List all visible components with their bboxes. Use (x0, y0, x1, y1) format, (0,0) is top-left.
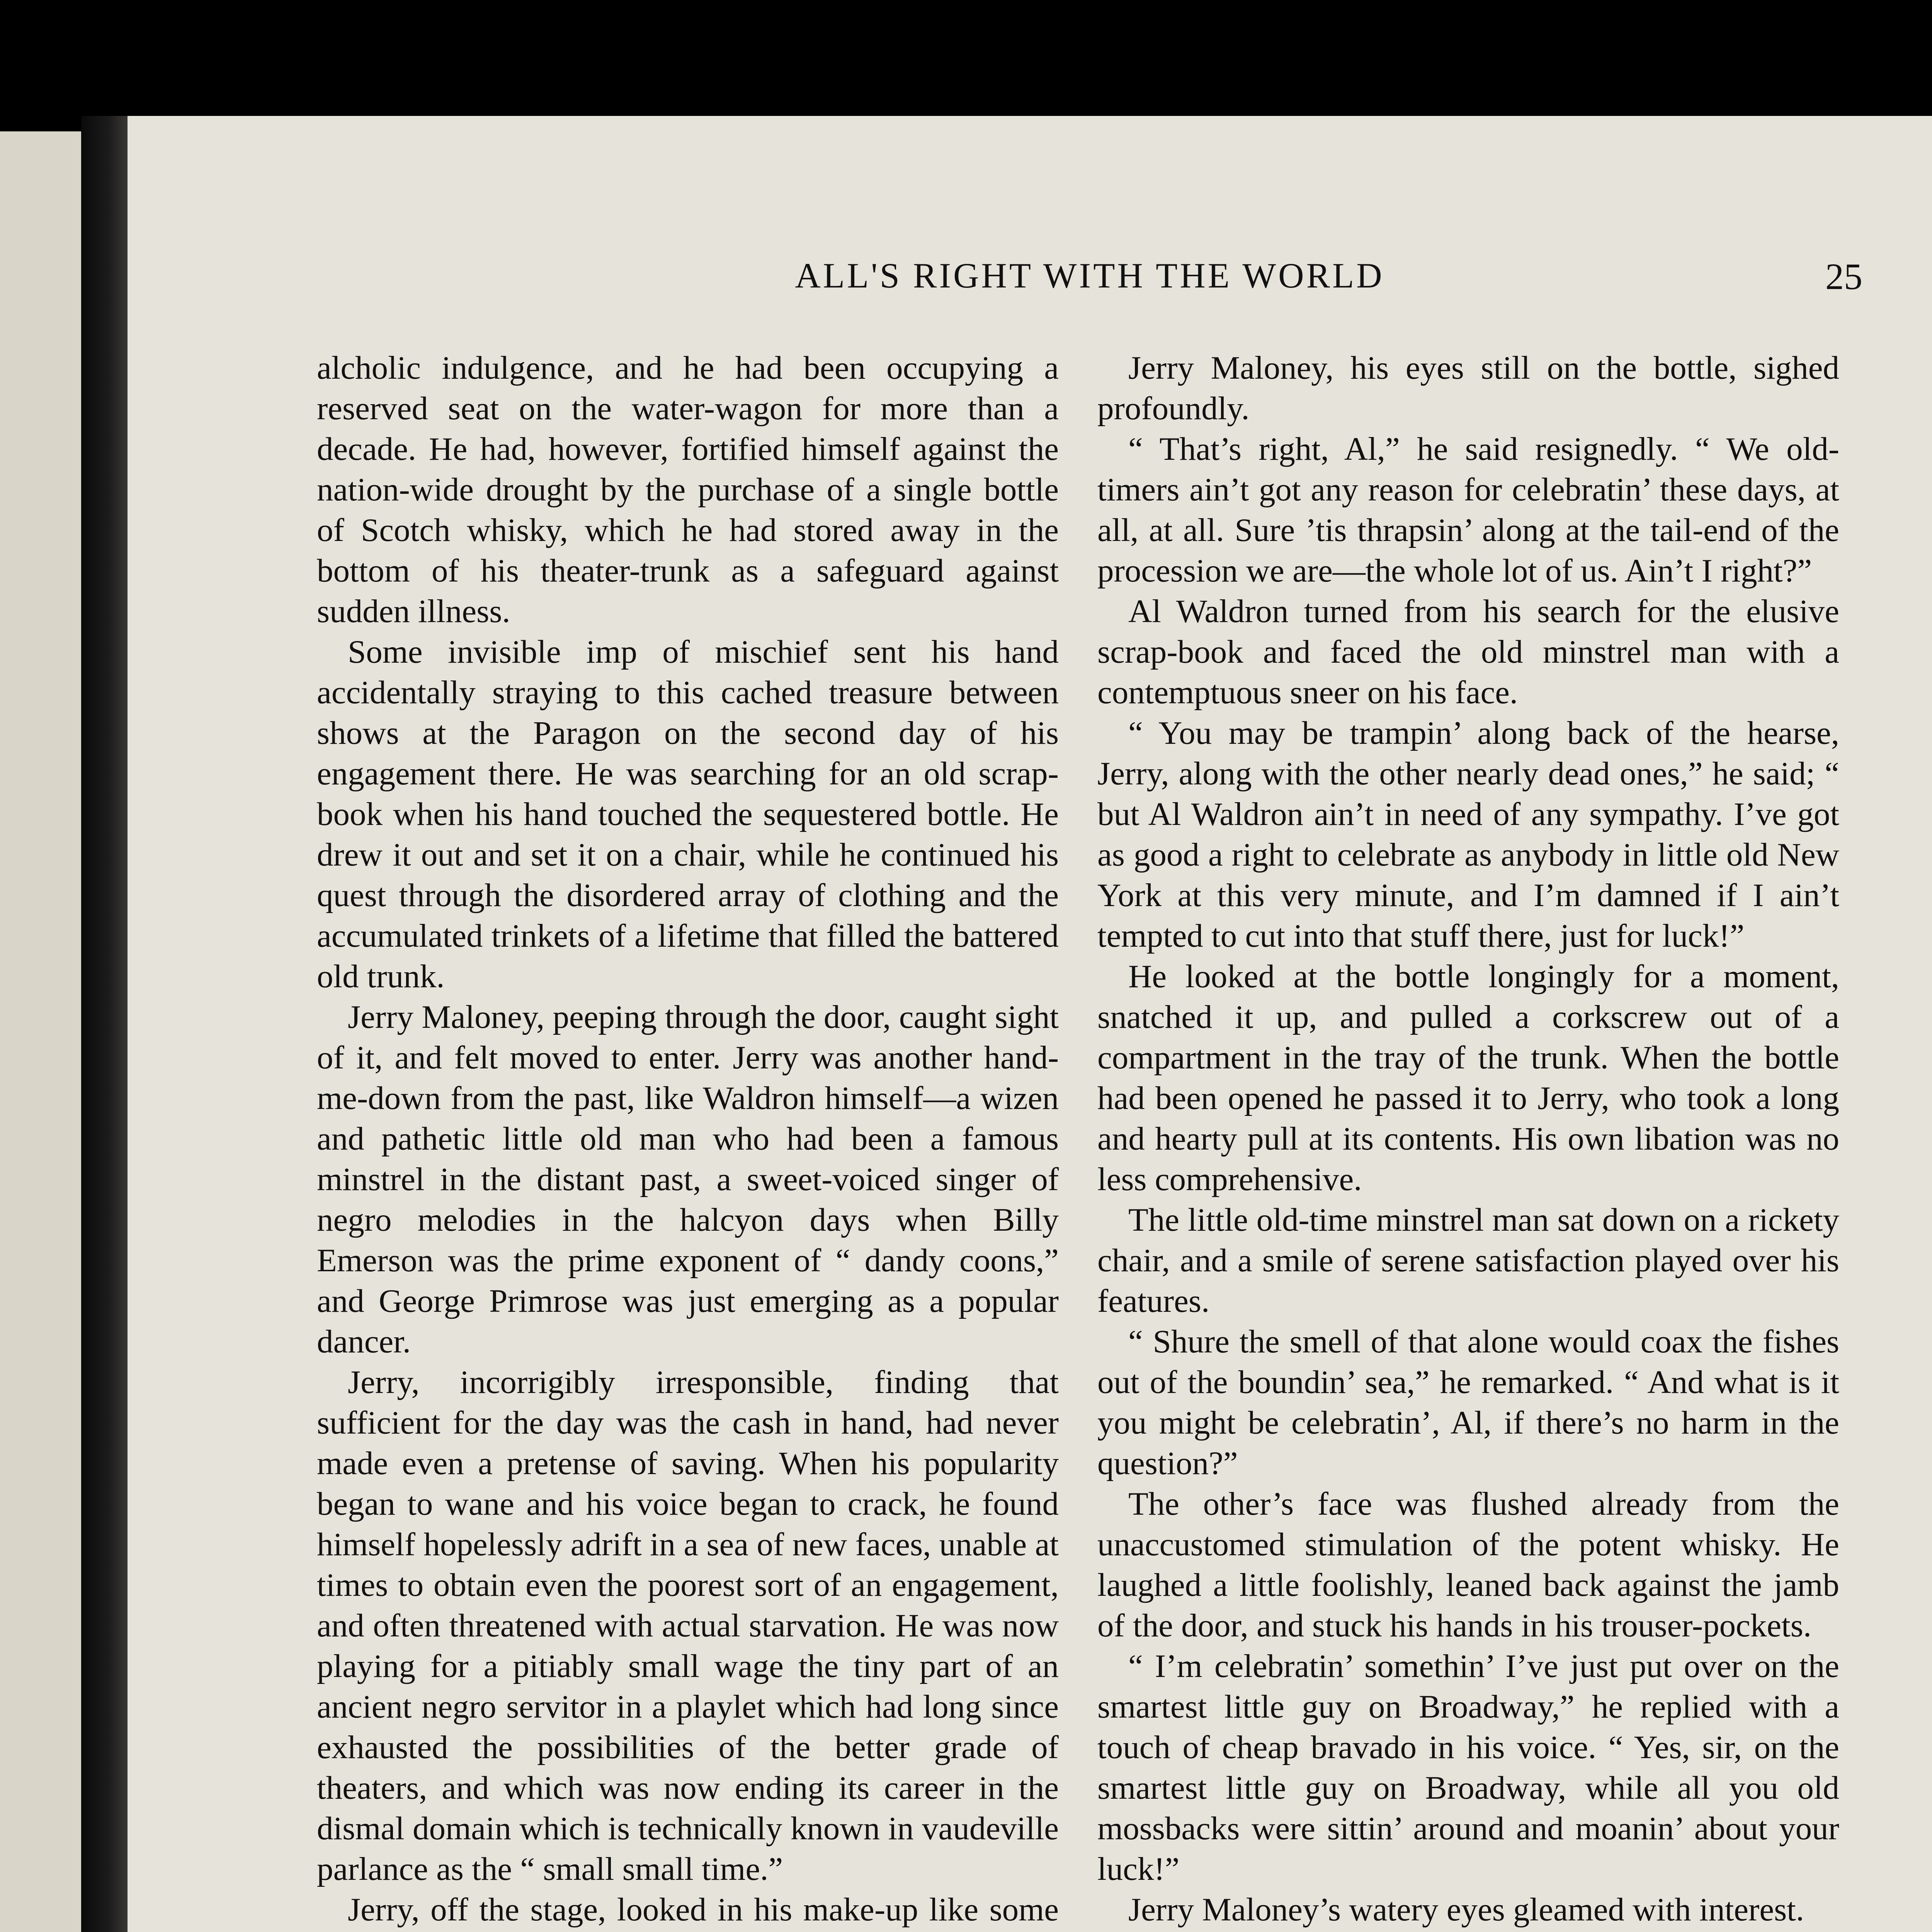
running-title: ALL'S RIGHT WITH THE WORLD (795, 256, 1384, 295)
paragraph: “ That’s right, Al,” he said resignedly. “ We old-timers ain’t got any reason for celebratin’ these days, at all, at all. Sure ’tis thrapsin’ along at the tail-end of the procession we are—the whole lot of us. Ain’t I right?” (1097, 431, 1839, 589)
paragraph: Al Waldron turned from his search for the elusive scrap-book and faced the old minstrel man with a contemptuous sneer on his face. (1097, 593, 1839, 711)
paragraph: “ I’m celebratin’ somethin’ I’ve just put over on the smartest little guy on Broadway,” he replied with a touch of cheap bravado in his voice. “ Yes, sir, on the smartest little guy on Broadway, while all you old mossbacks were sittin’ around and moanin’ about your luck!” (1097, 1648, 1839, 1887)
paragraph: Some invisible imp of mischief sent his hand accidentally straying to this cached treasure between shows at the Paragon on the second day of his engagement there. He was searching for an old scrap-book when his hand touched the sequestered bottle. He drew it out and set it on a chair, while he continued his quest through the disordered array of clothing and the accumulated trinkets of a lifetime that filled the battered old trunk. (317, 634, 1059, 995)
paragraph (1097, 1930, 1839, 1932)
text-column-right (1097, 348, 1839, 1932)
text-column-left (317, 348, 1059, 1932)
paragraph: Jerry, incorrigibly irresponsible, finding that sufficient for the day was the cash in hand, had never made even a pretense of saving. When his popularity began to wane and his voice began to crack, he found himself hopelessly adrift in a sea of new faces, unable at times to obtain even the poorest sort of an engagement, and often threatened with actual starvation. He was now playing for a pitiably small wage the tiny part of an ancient negro servitor in a playlet which had long since exhausted the possibilities of the better grade of theaters, and which was now ending its career in the dismal domain which is technically known in vaudeville parlance as the “ small small time.” (317, 1364, 1059, 1887)
book-gutter (81, 116, 128, 1932)
paragraph: Jerry Maloney, his eyes still on the bottle, sighed profoundly. (1097, 350, 1839, 427)
paragraph: alcholic indulgence, and he had been occupying a reserved seat on the water-wagon for more than a decade. He had, however, fortified himself against the nation-wide drought by the purchase of a single bottle of Scotch whisky, which he had stored away in the bottom of his theater-trunk as a safeguard against sudden illness. (317, 350, 1059, 629)
paragraph: Jerry Maloney, peeping through the door, caught sight of it, and felt moved to enter. Jerry was another hand-me-down from the past, like Waldron himself—a wizen and pathetic little old man who had been a famous minstrel in the distant past, a sweet-voiced singer of negro melodies in the halcyon days when Billy Emerson was the prime exponent of “ dandy coons,” and George Primrose was just emerging as a popular dancer. (317, 999, 1059, 1360)
paragraph: “ Shure the smell of that alone would coax the fishes out of the boundin’ sea,” he remarked. “ And what is it you might be celebratin’, Al, if there’s no harm in the question?” (1097, 1323, 1839, 1481)
paragraph: The other’s face was flushed already from the unaccustomed stimulation of the potent whisky. He laughed a little foolishly, leaned back against the jamb of the door, and stuck his hands in his trouser-pockets. (1097, 1486, 1839, 1644)
paragraph: The little old-time minstrel man sat down on a rickety chair, and a smile of serene satisfaction played over his features. (1097, 1202, 1839, 1319)
paragraph: Jerry, off the stage, looked in his make-up like some (348, 1891, 1059, 1928)
left-page-edge (0, 131, 81, 1932)
paragraph: “ You may be trampin’ along back of the hearse, Jerry, along with the other nearly dead ones,” he said; “ but Al Waldron ain’t in need of any sympathy. I’ve got as good a right to celebrate as anybody in little old New York at this very minute, and I’m damned if I ain’t tempted to cut into that stuff there, just for luck!” (1097, 715, 1839, 954)
page-number: 25 (1825, 256, 1862, 297)
paragraph: He looked at the bottle longingly for a moment, snatched it up, and pulled a corkscrew out of a compartment in the tray of the trunk. When the bottle had been opened he passed it to Jerry, who took a long and hearty pull at its contents. His own libation was no less comprehensive. (1097, 958, 1839, 1197)
paragraph: Jerry Maloney’s watery eyes gleamed with interest. (1128, 1891, 1804, 1928)
